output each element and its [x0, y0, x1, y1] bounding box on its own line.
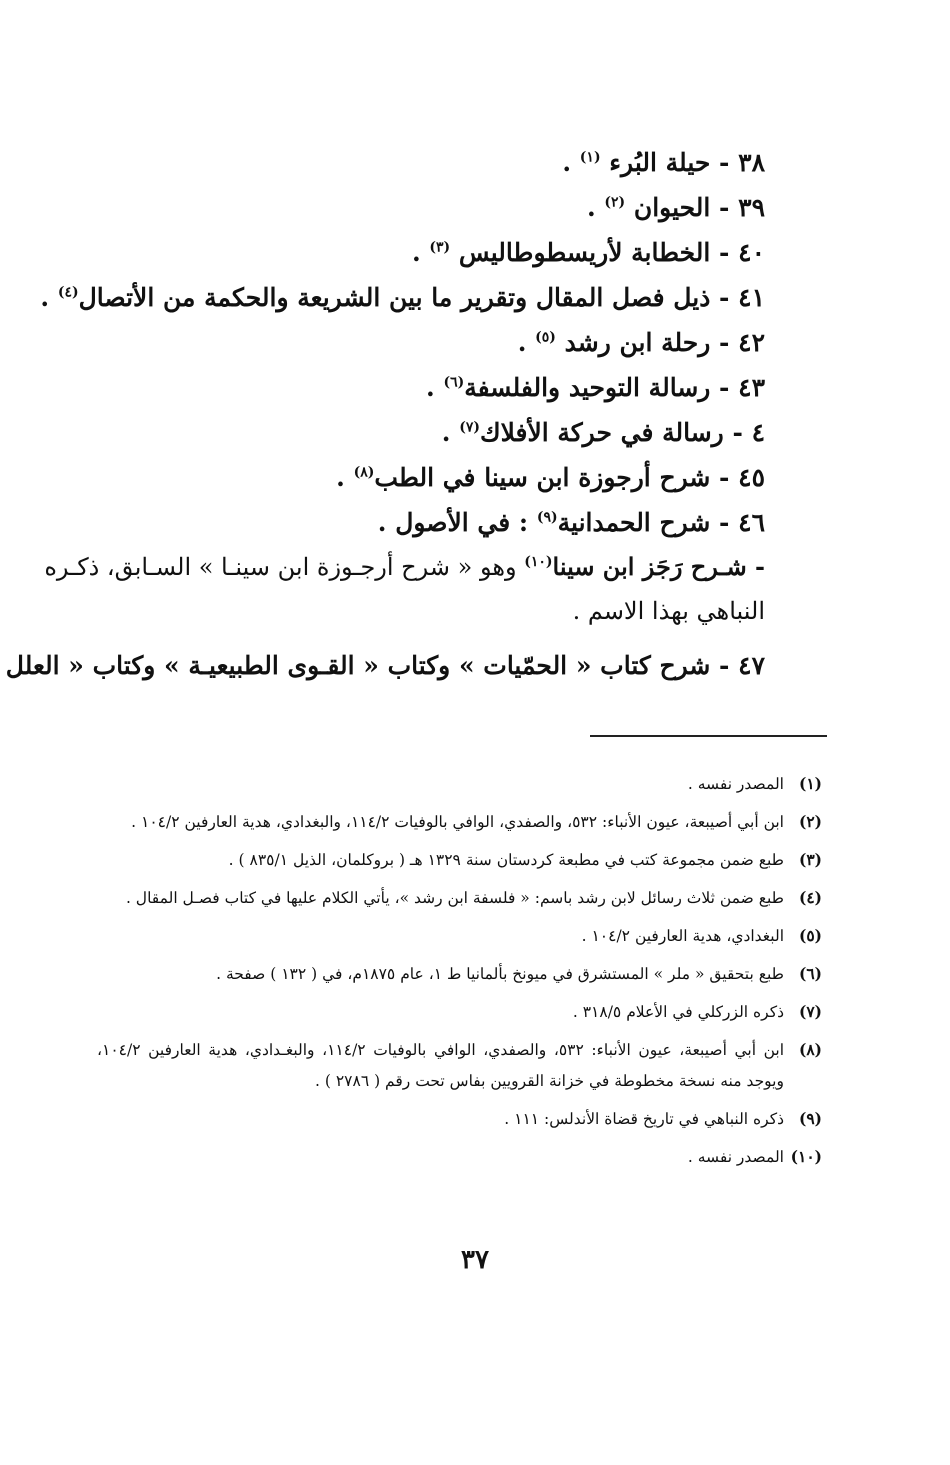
list-item: ٤٢ - رحلة ابن رشد $^{(٥)}$ .: [517, 328, 765, 357]
footnote-number: (٤): [798, 888, 822, 907]
item-number: ٣٨: [738, 148, 765, 177]
footnote-text: ابن أبي أصيبعة، عيون الأنباء: ٥٣٢، والصفدي، الوافي بالوفيات ١١٤/٢، والبغـدادي، هدية العارفين ١٠٤/٢، ويوجد منه نسخة مخطوطة في خزانة القرويين بفاس تحت رقم ( ٢٧٨٦ ) .: [97, 1041, 784, 1090]
item-number: ٤٣: [738, 373, 765, 402]
footnote-text: ذكره النباهي في تاريخ قضاة الأندلس: ١١١ .: [504, 1110, 784, 1128]
bibliography-list: [40, 140, 765, 545]
item-end: .: [517, 328, 527, 357]
item-number: ٤٢: [738, 328, 765, 357]
footnote-ref: (٢): [604, 194, 626, 211]
footnote-text: ذكره الزركلي في الأعلام ٣١٨/٥ .: [572, 1003, 784, 1021]
footnote-ref: (١٠): [524, 554, 553, 570]
item-number: ٣٩: [738, 193, 765, 222]
list-item: ٤٣ - رسالة التوحيد والفلسفة$^{(٦)}$ .: [426, 373, 765, 402]
footnote-text: طبع ضمن ثلاث رسائل لابن رشد باسم: « فلسفة ابن رشد »، يأتي الكلام عليها في كتاب فصـل المقال .: [125, 889, 784, 907]
footnote-ref: (٣): [429, 239, 451, 256]
footnote: [97, 806, 822, 838]
list-item: ٣٩ - الحيوان $^{(٢)}$ .: [586, 193, 765, 222]
footnote-number: (٦): [798, 964, 822, 983]
footnote-text: طبع بتحقيق « ملر » المستشرق في ميونخ بألمانيا ط ١، عام ١٨٧٥م، في ( ١٣٢ ) صفحة .: [216, 965, 784, 983]
item-number: ٤١: [738, 283, 765, 312]
footnote-ref: (١): [579, 149, 601, 166]
footnote-number: (١): [798, 774, 822, 793]
item-title: الخطابة لأريسطوطاليس: [458, 238, 711, 267]
footnote: [97, 768, 822, 800]
item-number: ٤٦: [738, 508, 765, 537]
item-title: رسالة في حركة الأفلاك: [479, 418, 724, 447]
item-number: ٤: [751, 418, 765, 447]
footnote: [97, 920, 822, 952]
item-title: شرح الحمدانية: [557, 508, 711, 537]
list-note: [43, 545, 765, 633]
footnote-ref: (٧): [459, 419, 480, 436]
list-item: ٣٨ - حيلة البُرء $^{(١)}$ .: [562, 148, 765, 177]
footnote-ref: (٥): [535, 329, 556, 346]
footnote: [97, 1103, 822, 1135]
page-number: ٣٧: [461, 1245, 489, 1275]
item-end: .: [411, 238, 421, 267]
footnote-number: (٧): [798, 1002, 822, 1021]
list-item: ٤٥ - شرح أرجوزة ابن سينا في الطب$^{(٨)}$ .: [336, 463, 765, 492]
footnote-number: (٣): [798, 850, 822, 869]
item-end: : في الأصول .: [377, 508, 529, 537]
footnote: [97, 996, 822, 1028]
footnote-divider: [590, 735, 827, 737]
item-title: الحيوان: [633, 193, 711, 222]
footnote-text: المصدر نفسه .: [687, 1148, 784, 1166]
list-item: ٤ - رسالة في حركة الأفلاك$^{(٧)}$ .: [441, 418, 765, 447]
footnotes: [97, 768, 822, 1179]
footnote: [97, 1034, 822, 1097]
item-number: ٤٥: [738, 463, 765, 492]
footnote-number: (٩): [798, 1109, 822, 1128]
item-title: ذيل فصل المقال وتقرير ما بين الشريعة والحكمة من الأتصال: [78, 283, 711, 312]
list-item: ٤٦ - شرح الحمدانية$^{(٩)}$ : في الأصول .: [377, 508, 765, 537]
item-end: .: [562, 148, 572, 177]
item-end: .: [441, 418, 451, 447]
list-item: ٤٠ - الخطابة لأريسطوطاليس $^{(٣)}$ .: [411, 238, 765, 267]
item-end: .: [40, 283, 50, 312]
footnote-number: (٢): [798, 812, 822, 831]
footnote-number: (١٠): [790, 1147, 822, 1166]
list-item-last: ٤٧ - شرح كتاب « الحمّيات » وكتاب « القـوى الطبيعيـة » وكتاب « العلل: [5, 651, 765, 680]
footnote-ref: (٦): [443, 374, 465, 391]
footnote-ref: (٨): [353, 464, 375, 481]
item-number: ٤٠: [738, 238, 765, 267]
item-end: .: [336, 463, 345, 492]
item-title: شرح أرجوزة ابن سينا في الطب: [374, 463, 711, 492]
footnote-text: المصدر نفسه .: [687, 775, 784, 793]
footnote-number: (٥): [798, 926, 822, 945]
note-text: وهو « شرح أرجـوزة ابن سينـا » السـابق، ذكـره النباهي بهذا الاسم .: [44, 553, 765, 625]
list-item: ٤١ - ذيل فصل المقال وتقرير ما بين الشريعة والحكمة من الأتصال$^{(٤)}$ .: [40, 283, 765, 312]
item-title: رحلة ابن رشد: [564, 328, 711, 357]
footnote-ref: (٩): [536, 509, 558, 526]
footnote-text: ابن أبي أصيبعة، عيون الأنباء: ٥٣٢، والصفدي، الوافي بالوفيات ١١٤/٢، والبغدادي، هدية العارفين ١٠٤/٢ .: [131, 813, 784, 831]
item-end: .: [586, 193, 596, 222]
footnote: [97, 958, 822, 990]
item-title: حيلة البُرء: [609, 148, 711, 177]
item-title: رسالة التوحيد والفلسفة: [464, 373, 711, 402]
note-lead: - شـرح رَجَز ابن سينا: [552, 552, 765, 581]
footnote-number: (٨): [798, 1040, 822, 1059]
footnote: [97, 844, 822, 876]
footnote-text: طبع ضمن مجموعة كتب في مطبعة كردستان سنة ١٣٢٩ هـ ( بروكلمان، الذيل ٨٣٥/١ ) .: [228, 851, 784, 869]
footnote: [97, 1141, 822, 1173]
footnote: [97, 882, 822, 914]
footnote-ref: (٤): [57, 284, 79, 301]
footnote-text: البغدادي، هدية العارفين ١٠٤/٢ .: [581, 927, 784, 945]
item-end: .: [426, 373, 435, 402]
